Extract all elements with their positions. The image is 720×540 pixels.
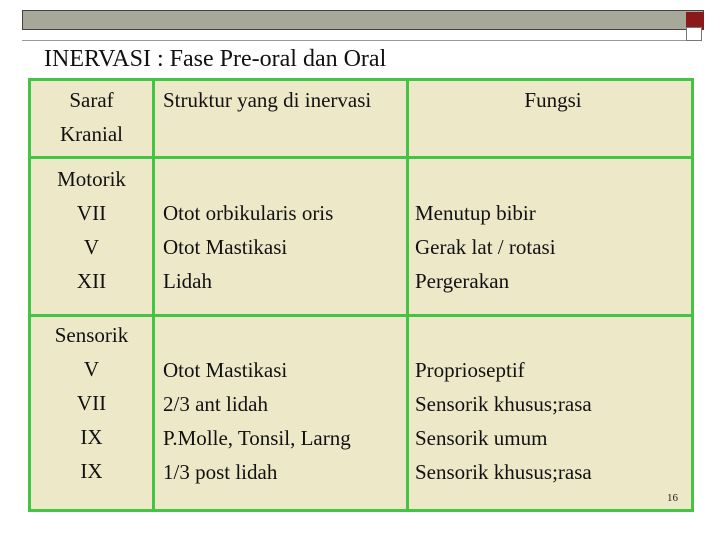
page-number: 16 [667, 492, 678, 504]
innervation-table [28, 78, 694, 512]
struktur-item: Otot Mastikasi [163, 358, 288, 382]
struktur-item: Otot orbikularis oris [163, 201, 334, 225]
saraf-label: Sensorik [54, 323, 129, 347]
saraf-item: VII [76, 201, 107, 225]
row-sensorik-fungsi [415, 353, 592, 489]
header-fungsi: Fungsi [524, 88, 582, 112]
row-divider [31, 314, 691, 317]
struktur-item: 1/3 post lidah [163, 460, 278, 484]
row-motorik-saraf [31, 162, 152, 298]
row-sensorik-struktur [163, 353, 351, 489]
struktur-item: 2/3 ant lidah [163, 392, 268, 416]
struktur-item: Lidah [163, 269, 212, 293]
fungsi-item: Gerak lat / rotasi [415, 235, 556, 259]
row-motorik-struktur [163, 196, 333, 298]
column-divider-2 [406, 81, 409, 509]
saraf-item: IX [80, 459, 103, 483]
saraf-label: Motorik [57, 167, 126, 191]
row-sensorik-saraf [31, 318, 152, 488]
row-motorik-fungsi [415, 196, 556, 298]
saraf-item: V [83, 235, 100, 259]
accent-outline-square [686, 27, 702, 41]
header-divider [31, 156, 691, 159]
title-rule [22, 40, 686, 41]
fungsi-item: Proprioseptif [415, 358, 525, 382]
fungsi-item: Pergerakan [415, 269, 510, 293]
column-divider-1 [152, 81, 155, 509]
struktur-item: P.Molle, Tonsil, Larng [163, 426, 351, 450]
fungsi-item: Menutup bibir [415, 201, 536, 225]
fungsi-item: Sensorik umum [415, 426, 548, 450]
fungsi-item: Sensorik khusus;rasa [415, 392, 592, 416]
header-struktur: Struktur yang di inervasi [163, 88, 372, 112]
saraf-item: IX [80, 425, 103, 449]
struktur-item: Otot Mastikasi [163, 235, 288, 259]
header-bar [22, 10, 704, 30]
saraf-item: V [83, 357, 100, 381]
fungsi-item: Sensorik khusus;rasa [415, 460, 592, 484]
saraf-item: XII [76, 269, 107, 293]
saraf-item: VII [76, 391, 107, 415]
header-saraf-kranial [31, 83, 152, 151]
header-saraf: Saraf [69, 88, 114, 112]
header-kranial: Kranial [60, 122, 123, 146]
slide-title: INERVASI : Fase Pre-oral dan Oral [44, 46, 387, 72]
